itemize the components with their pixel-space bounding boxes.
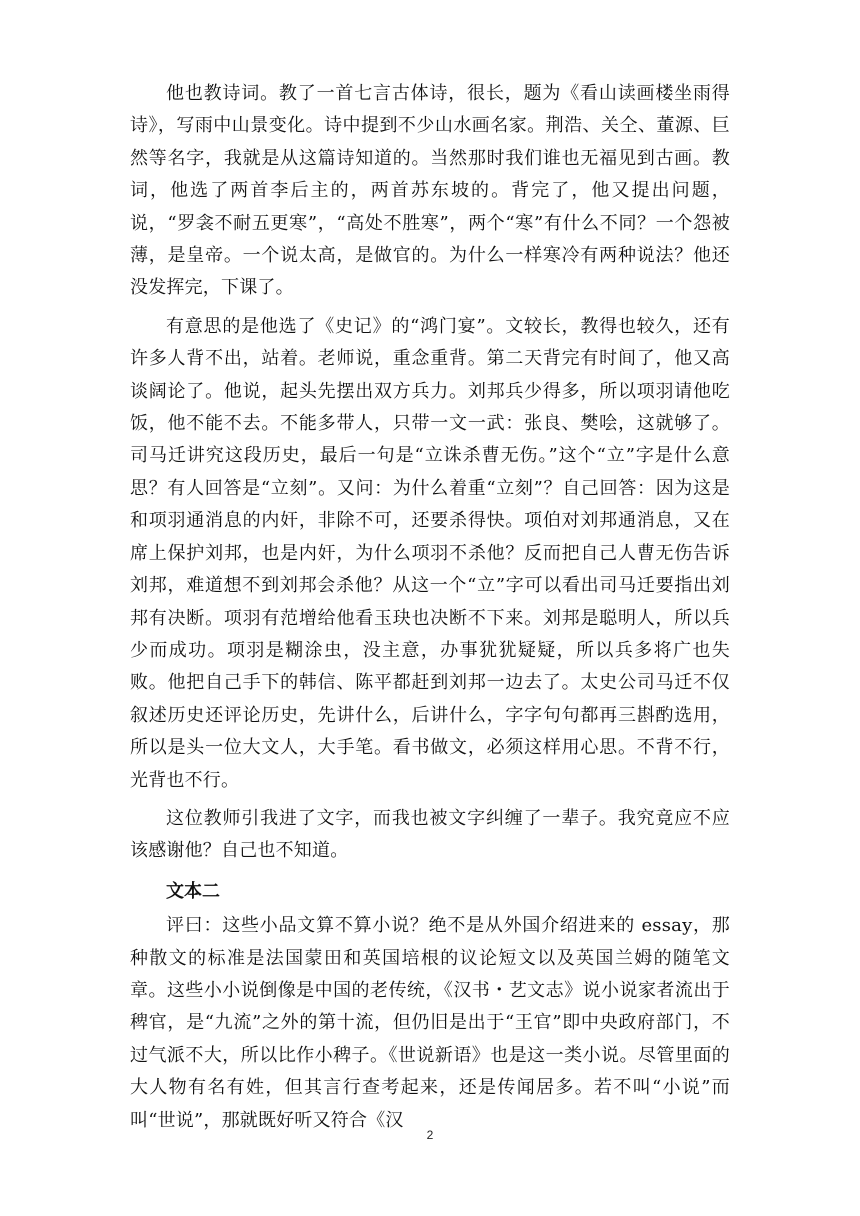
paragraph-commentary: 评曰：这些小品文算不算小说？绝不是从外国介绍进来的 essay，那种散文的标准是法国蒙田和英国培根的议论短文以及英国兰姆的随笔文章。这些小小说倒像是中国的老传统，《汉书・艺文志》说小说家者流出于稗官，是“九流”之外的第十流，但仍旧是出于“王官”即中央政府部门，不过气派不大，所以比作小稗子。《世说新语》也是这一类小说。尽管里面的大人物有名有姓，但其言行查考起来，还是传闻居多。若不叫“小说”而叫“世说”，那就既好听又符合《汉 bbox=[130, 915, 730, 1131]
paragraph-poetry-lesson: 他也教诗词。教了一首七言古体诗，很长，题为《看山读画楼坐雨得诗》，写雨中山景变化。诗中提到不少山水画名家。荆浩、关仝、董源、巨然等名字，我就是从这篇诗知道的。当然那时我们谁也无福见到古画。教词，他选了两首李后主的，两首苏东坡的。背完了，他又提出问题，说，“罗衾不耐五更寒”，“高处不胜寒”，两个“寒”有什么不同？一个怨被薄，是皇帝。一个说太高，是做官的。为什么一样寒冷有两种说法？他还没发挥完，下课了。 bbox=[130, 83, 730, 299]
paragraph-teacher-reflection: 这位教师引我进了文字，而我也被文字纠缠了一辈子。我究竟应不应该感谢他？自己也不知道。 bbox=[130, 807, 730, 862]
document-body bbox=[130, 78, 730, 1137]
page-number: 2 bbox=[426, 1128, 434, 1142]
section-heading-text2: 文本二 bbox=[166, 880, 220, 902]
paragraph-hongmen-banquet: 有意思的是他选了《史记》的“鸿门宴”。文较长，教得也较久，还有许多人背不出，站着。老师说，重念重背。第二天背完有时间了，他又高谈阔论了。他说，起头先摆出双方兵力。刘邦兵少得多，所以项羽请他吃饭，他不能不去。不能多带人，只带一文一武：张良、樊哙，这就够了。司马迁讲究这段历史，最后一句是“立诛杀曹无伤。”这个“立”字是什么意思？有人回答是“立刻”。又问：为什么着重“立刻”？自己回答：因为这是和项羽通消息的内奸，非除不可，还要杀得快。项伯对刘邦通消息，又在席上保护刘邦，也是内奸，为什么项羽不杀他？反而把自己人曹无伤告诉刘邦，难道想不到刘邦会杀他？从这一个“立”字可以看出司马迁要指出刘邦有决断。项羽有范增给他看玉玦也决断不下来。刘邦是聪明人，所以兵少而成功。项羽是糊涂虫，没主意，办事犹犹疑疑，所以兵多将广也失败。他把自己手下的韩信、陈平都赶到刘邦一边去了。太史公司马迁不仅叙述历史还评论历史，先讲什么，后讲什么，字字句句都再三斟酌选用，所以是头一位大文人，大手笔。看书做文，必须这样用心思。不背不行，光背也不行。 bbox=[130, 315, 730, 791]
